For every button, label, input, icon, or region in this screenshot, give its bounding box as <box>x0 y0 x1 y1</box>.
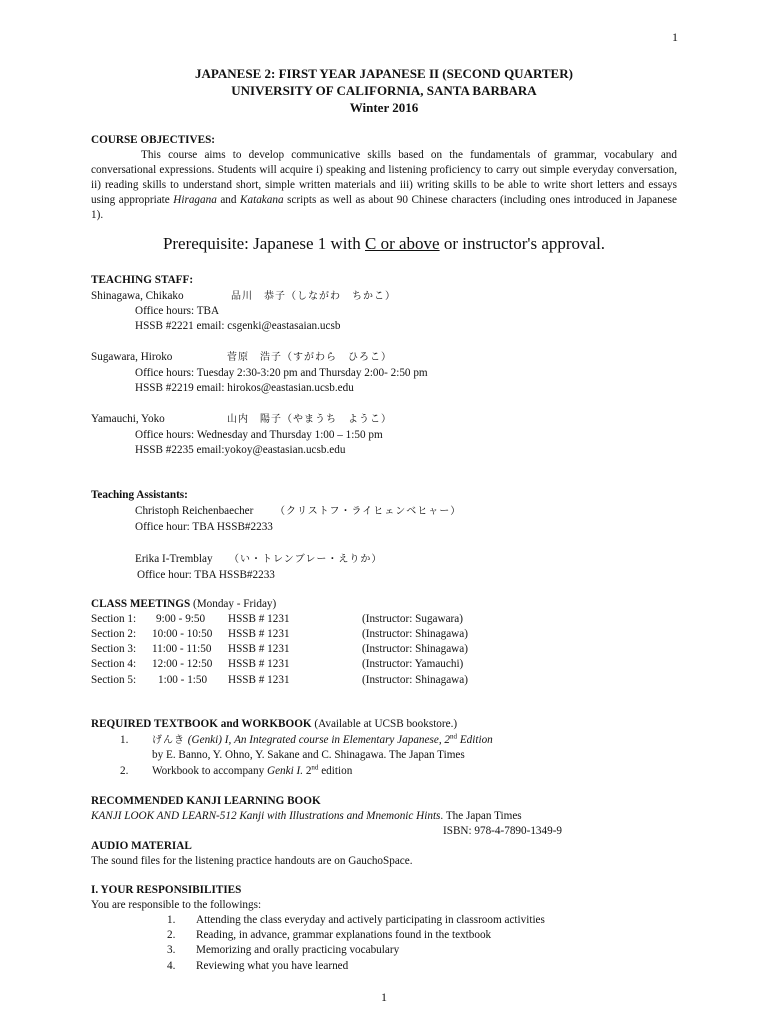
ta-name-jp: （クリストフ・ライヒェンベヒャー） <box>275 506 462 517</box>
section-row <box>91 612 691 627</box>
staff-name-jp: 山内 陽子（やまうち ようこ） <box>227 414 392 425</box>
staff-name: Yamauchi, Yoko <box>91 413 165 425</box>
section-time: 1:00 - 1:50 <box>158 674 208 686</box>
ta-name-jp: （い・トレンブレー・えりか） <box>229 554 383 565</box>
audio-text: The sound files for the listening practice handouts are on GauchoSpace. <box>91 855 413 867</box>
page-number-bottom: 1 <box>381 990 387 1004</box>
section-row <box>91 657 691 672</box>
section-time: 11:00 - 11:50 <box>152 643 212 655</box>
course-title: JAPANESE 2: FIRST YEAR JAPANESE II (SECOND QUARTER) <box>195 66 573 81</box>
objectives-heading: COURSE OBJECTIVES: <box>91 134 216 146</box>
textbook-item-1 <box>152 733 493 748</box>
section-row <box>91 627 691 642</box>
ta-name: Christoph Reichenbaecher <box>135 505 254 517</box>
section-time: 9:00 - 9:50 <box>156 613 206 625</box>
textbook-title: REQUIRED TEXTBOOK and WORKBOOK <box>91 718 312 730</box>
objectives-text: This course aims to develop communicative skills based on the fundamentals of grammar, vocabulary and conversational expressions. Students will acquire i) speaking and listening proficiency to carry out simple everyday conversation, ii) reading skills to understand short, simple written materials and iii) writing skills to be able to write short letters and essays using appropriate <box>91 149 677 206</box>
katakana-term: Katakana <box>240 194 284 206</box>
workbook-num: 2 <box>305 765 312 777</box>
section-instructor: (Instructor: Sugawara) <box>362 613 463 625</box>
genki-jp: げんき <box>152 735 185 746</box>
section-instructor: (Instructor: Shinagawa) <box>362 674 468 686</box>
responsibility-number: 2. <box>167 929 176 941</box>
ta-office-hour: Office hour: TBA HSSB#2233 <box>137 569 275 581</box>
section-room: HSSB # 1231 <box>228 628 290 640</box>
responsibility-number: 4. <box>167 960 176 972</box>
section-room: HSSB # 1231 <box>228 613 290 625</box>
page-number-top: 1 <box>672 30 678 44</box>
ta-office-hour: Office hour: TBA HSSB#2233 <box>135 521 273 533</box>
staff-name: Shinagawa, Chikako <box>91 290 184 302</box>
responsibility-item: Reviewing what you have learned <box>196 960 349 972</box>
responsibility-number: 3. <box>167 944 176 956</box>
workbook-text: Workbook to accompany <box>152 765 265 777</box>
section-label: Section 4: <box>91 658 137 670</box>
textbook-item-2 <box>152 764 352 779</box>
prerequisite <box>0 236 768 251</box>
section-label: Section 1: <box>91 613 137 625</box>
objectives-paragraph <box>91 148 677 223</box>
kanji-title: KANJI LOOK AND LEARN-512 Kanji with Illustrations and Mnemonic Hints <box>91 810 441 822</box>
hiragana-term: Hiragana <box>173 194 217 206</box>
responsibilities-intro: You are responsible to the followings: <box>91 899 262 911</box>
textbook-note: (Available at UCSB bookstore.) <box>314 718 458 730</box>
section-row <box>91 673 691 688</box>
genki-title: An Integrated course in Elementary Japanese, 2 <box>234 734 451 746</box>
teaching-staff-heading: TEACHING STAFF: <box>91 274 194 286</box>
staff-office-hours: Office hours: Tuesday 2:30-3:20 pm and Thursday 2:00- 2:50 pm <box>135 367 428 379</box>
kanji-publisher: . The Japan Times <box>440 810 522 822</box>
ta-heading: Teaching Assistants: <box>91 489 188 501</box>
audio-heading: AUDIO MATERIAL <box>91 840 192 852</box>
kanji-heading: RECOMMENDED KANJI LEARNING BOOK <box>91 795 321 807</box>
responsibilities-heading: I. YOUR RESPONSIBILITIES <box>91 884 242 896</box>
prereq-before: Prerequisite: Japanese 1 with <box>162 234 361 253</box>
staff-contact: HSSB #2221 email: csgenki@eastasaian.ucsb <box>135 320 341 332</box>
section-instructor: (Instructor: Shinagawa) <box>362 628 468 640</box>
responsibility-item: Attending the class everyday and actively participating in classroom activities <box>196 914 545 926</box>
section-instructor: (Instructor: Shinagawa) <box>362 643 468 655</box>
term: Winter 2016 <box>349 100 419 115</box>
textbook-item-number: 2. <box>120 765 129 777</box>
section-instructor: (Instructor: Yamauchi) <box>362 658 464 670</box>
section-room: HSSB # 1231 <box>228 674 290 686</box>
textbook-authors: by E. Banno, Y. Ohno, Y. Sakane and C. Shinagawa. The Japan Times <box>152 749 465 761</box>
university-name: UNIVERSITY OF CALIFORNIA, SANTA BARBARA <box>231 83 537 98</box>
staff-contact: HSSB #2219 email: hirokos@eastasian.ucsb.edu <box>135 382 354 394</box>
responsibility-number: 1. <box>167 914 176 926</box>
objectives-text-end: scripts as well as about 90 Chinese characters (including ones introduced in Japanese 1). <box>91 194 677 221</box>
workbook-edition: edition <box>321 765 353 777</box>
workbook-sup: nd <box>311 763 319 772</box>
staff-name: Sugawara, Hiroko <box>91 351 173 363</box>
objectives-and: and <box>220 194 237 206</box>
staff-name-jp: 菅原 浩子（すがわら ひろこ） <box>227 352 392 363</box>
edition-sup: nd <box>450 732 458 741</box>
genki-label: (Genki) I, <box>187 734 232 746</box>
section-label: Section 2: <box>91 628 137 640</box>
section-room: HSSB # 1231 <box>228 658 290 670</box>
textbook-heading <box>91 717 457 732</box>
staff-office-hours: Office hours: Wednesday and Thursday 1:00 – 1:50 pm <box>135 429 383 441</box>
staff-name-jp: 品川 恭子（しながわ ちかこ） <box>231 291 396 302</box>
section-room: HSSB # 1231 <box>228 643 290 655</box>
section-row <box>91 642 691 657</box>
class-meetings-heading <box>91 597 276 612</box>
class-meetings-days: (Monday - Friday) <box>192 598 277 610</box>
edition-word: Edition <box>459 734 493 746</box>
prereq-grade: C or above <box>365 234 440 253</box>
prereq-after: or instructor's approval. <box>443 234 606 253</box>
ta-name: Erika I-Tremblay <box>135 553 213 565</box>
section-time: 12:00 - 12:50 <box>152 658 213 670</box>
responsibility-item: Memorizing and orally practicing vocabulary <box>196 944 400 956</box>
section-time: 10:00 - 10:50 <box>152 628 213 640</box>
textbook-item-number: 1. <box>120 734 129 746</box>
section-label: Section 3: <box>91 643 137 655</box>
workbook-genki: Genki I. <box>266 765 304 777</box>
kanji-isbn: ISBN: 978-4-7890-1349-9 <box>443 825 563 837</box>
kanji-book <box>91 809 522 824</box>
staff-contact: HSSB #2235 email:yokoy@eastasian.ucsb.edu <box>135 444 346 456</box>
responsibility-item: Reading, in advance, grammar explanations found in the textbook <box>196 929 492 941</box>
staff-office-hours: Office hours: TBA <box>135 305 220 317</box>
section-label: Section 5: <box>91 674 137 686</box>
class-meetings-title: CLASS MEETINGS <box>91 598 191 610</box>
